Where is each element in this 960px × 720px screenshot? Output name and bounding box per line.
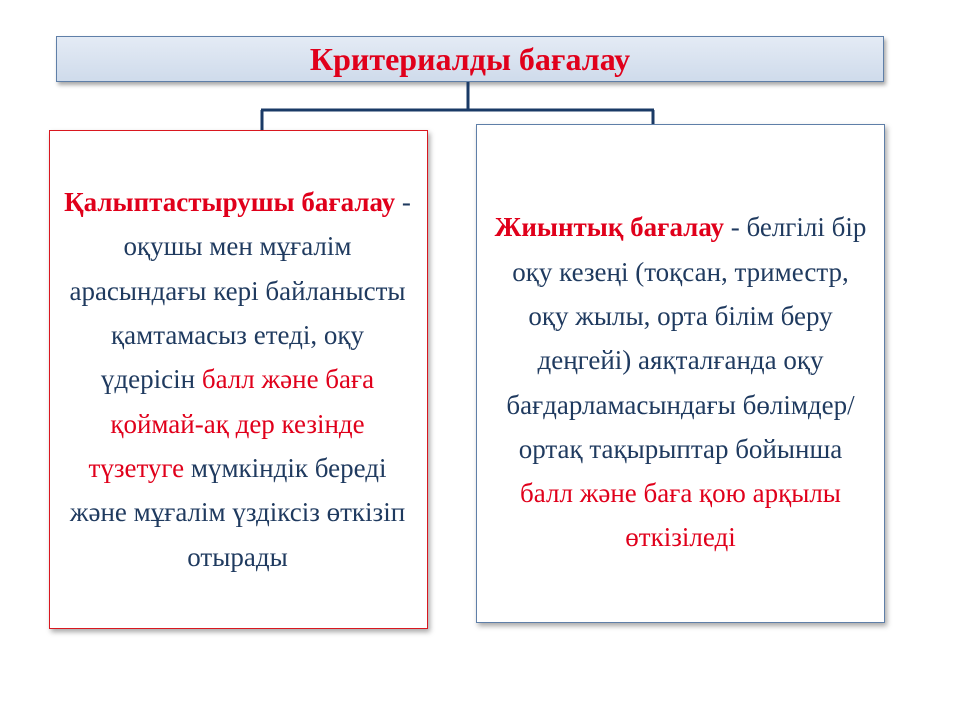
formative-text-2: мүмкіндік береді және мұғалім үздіксіз өткізіп отырады [69, 452, 406, 572]
formative-highlight: балл және баға қоймай-ақ дер кезінде түзетуге [88, 364, 375, 483]
diagram-title: Критериалды бағалау [309, 41, 631, 77]
formative-assessment-card [49, 130, 428, 629]
formative-term: Қалыптастырушы бағалау [64, 187, 396, 218]
tree-connector [0, 0, 960, 140]
summative-highlight: балл және баға қою арқылы өткізіледі [520, 478, 841, 553]
formative-text-1: - оқушы мен мұғалім арасындағы кері байланысты қамтамасыз етеді, оқу үдерісін [69, 187, 411, 395]
summative-term: Жиынтық бағалау [494, 212, 724, 243]
formative-description [62, 180, 413, 579]
summative-text-1: - белгілі бір оқу кезеңі (тоқсан, триместр, оқу жылы, орта білім беру деңгейі) аяқталғанда оқу бағдарламасындағы бөлімдер/ортақ тақырыптар бойынша [506, 212, 867, 464]
summative-description [489, 205, 872, 559]
summative-assessment-card [476, 124, 885, 623]
